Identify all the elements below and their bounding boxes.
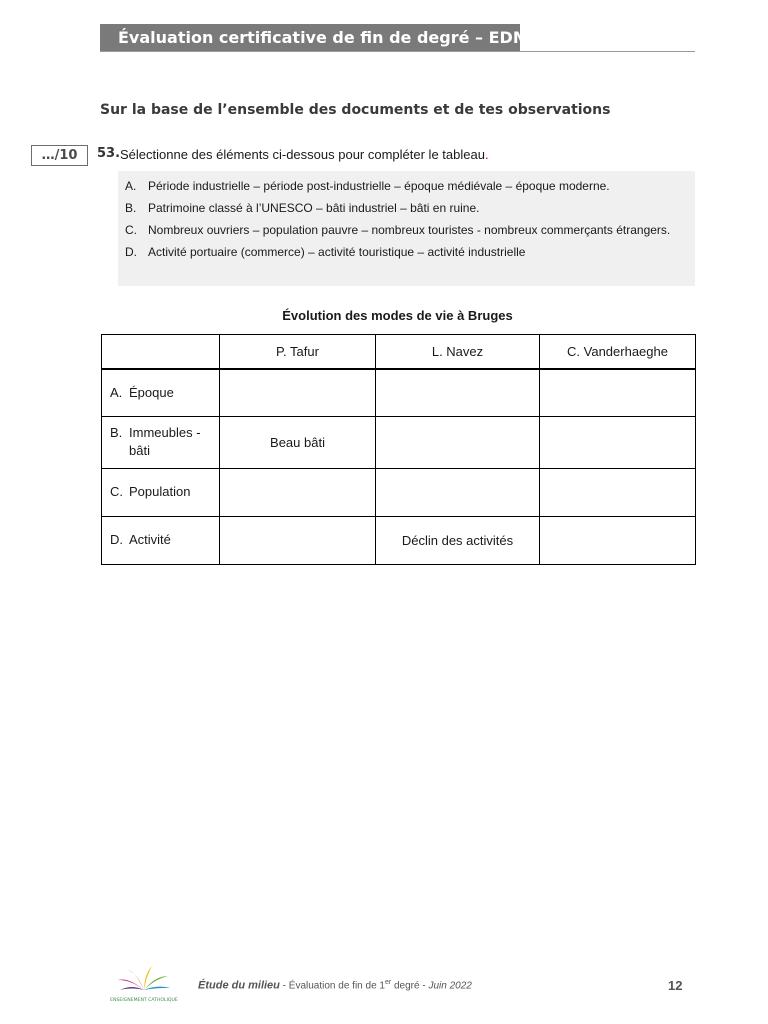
evolution-table — [101, 334, 696, 565]
table-cell[interactable] — [540, 468, 696, 516]
option-text: Nombreux ouvriers – population pauvre – nombreux touristes - nombreux commerçants étrangers. — [148, 223, 671, 237]
footer-text — [198, 979, 472, 991]
row-label: Époque — [129, 384, 174, 400]
row-label: Immeubles - bâti — [129, 425, 201, 458]
question-number: 53. — [97, 146, 121, 161]
option-text: Activité portuaire (commerce) – activité touristique – activité industrielle — [148, 245, 526, 259]
table-cell[interactable] — [376, 468, 540, 516]
option-letter: C. — [125, 223, 137, 237]
header-divider — [100, 51, 695, 52]
logo-text: ENSEIGNEMENT CATHOLIQUE — [110, 998, 178, 1003]
option-item — [118, 178, 695, 195]
table-cell[interactable] — [376, 416, 540, 468]
score-box: …/10 — [31, 145, 88, 166]
option-item — [118, 222, 695, 239]
option-text: Patrimoine classé à l’UNESCO – bâti industriel – bâti en ruine. — [148, 201, 480, 215]
row-header-population — [102, 468, 220, 516]
table-row — [102, 516, 696, 564]
table-cell[interactable] — [220, 516, 376, 564]
option-letter: B. — [125, 201, 137, 215]
table-cell[interactable] — [540, 516, 696, 564]
footer-date: Juin 2022 — [428, 980, 472, 992]
row-label: Activité — [129, 532, 171, 547]
table-cell[interactable] — [220, 468, 376, 516]
option-text: Période industrielle – période post-industrielle – époque médiévale – époque moderne. — [148, 179, 610, 193]
options-box — [118, 171, 695, 286]
page-header-title: Évaluation certificative de fin de degré – EDM — [100, 24, 520, 51]
table-cell[interactable] — [220, 369, 376, 416]
table-cell[interactable] — [376, 369, 540, 416]
row-letter: A. — [110, 384, 123, 400]
enseignement-catholique-logo — [104, 964, 184, 1010]
footer-superscript: er — [384, 979, 392, 986]
row-letter: B. — [110, 425, 123, 440]
row-letter: C. — [110, 484, 123, 499]
row-label: Population — [129, 484, 191, 499]
row-header-immeubles — [102, 416, 220, 468]
table-title: Évolution des modes de vie à Bruges — [282, 308, 513, 323]
question-text — [120, 147, 489, 162]
column-header-vanderhaeghe: C. Vanderhaeghe — [540, 335, 696, 370]
row-header-epoque — [102, 369, 220, 416]
column-header-tafur: P. Tafur — [220, 335, 376, 370]
footer-description-end: degré - — [391, 980, 429, 992]
footer-separator: - — [279, 980, 289, 992]
footer-description: Évaluation de fin de 1 — [288, 980, 385, 992]
section-intro: Sur la base de l’ensemble des documents et de tes observations — [100, 102, 611, 118]
table-corner-cell — [102, 335, 220, 370]
table-cell[interactable] — [540, 416, 696, 468]
table-header-row — [102, 335, 696, 370]
table-row — [102, 369, 696, 416]
page-number: 12 — [668, 978, 683, 993]
option-letter: D. — [125, 245, 137, 259]
table-row — [102, 468, 696, 516]
question-text-body: Sélectionne des éléments ci-dessous pour compléter le tableau — [120, 147, 485, 162]
option-item — [118, 244, 695, 261]
table-row — [102, 416, 696, 468]
row-header-activite — [102, 516, 220, 564]
row-letter: D. — [110, 532, 123, 547]
table-cell[interactable]: Beau bâti — [220, 416, 376, 468]
table-cell[interactable]: Déclin des activités — [376, 516, 540, 564]
option-letter: A. — [125, 179, 137, 193]
table-cell[interactable] — [540, 369, 696, 416]
column-header-navez: L. Navez — [376, 335, 540, 370]
option-item — [118, 200, 695, 217]
question-text-end: . — [484, 147, 489, 162]
footer-subject: Étude du milieu — [198, 979, 280, 992]
